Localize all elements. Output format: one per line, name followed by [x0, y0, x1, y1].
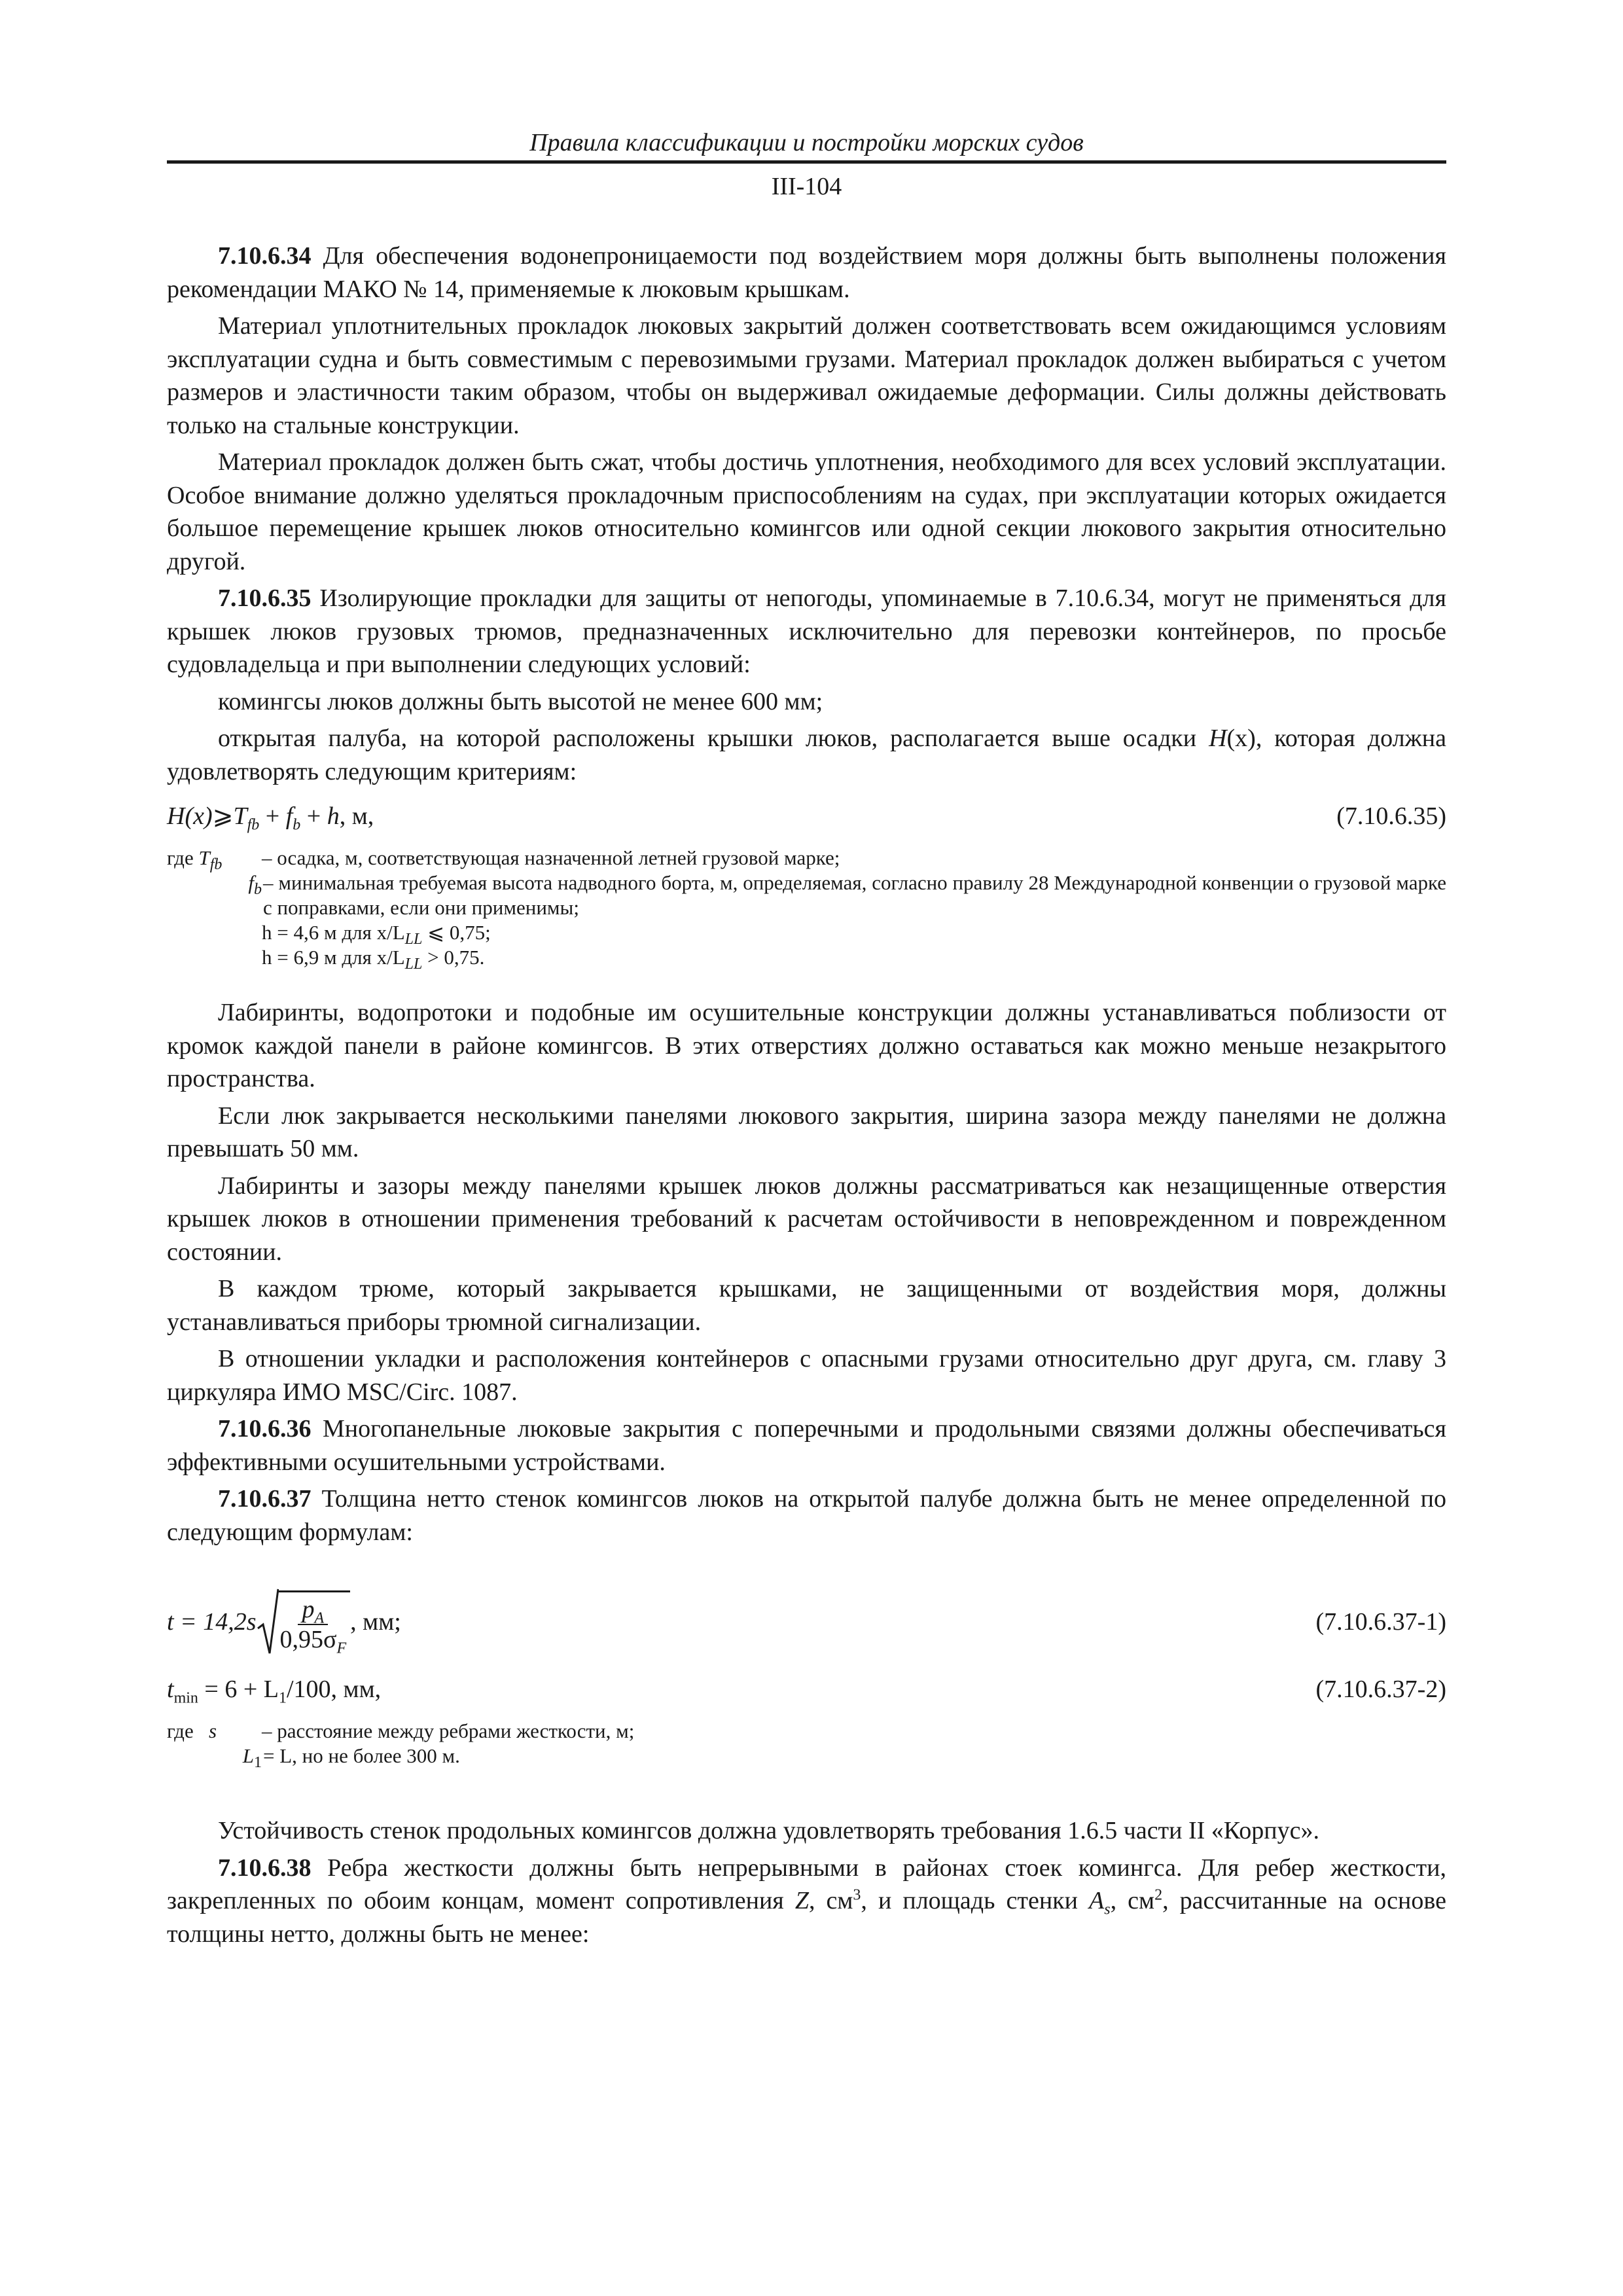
- where-row: [167, 1719, 1446, 1744]
- formula-unit: /100, мм,: [286, 1676, 382, 1703]
- unit-text: , см: [808, 1887, 853, 1914]
- header-rule: [167, 160, 1446, 164]
- paragraph-unprotected-openings: Лабиринты и зазоры между панелями крышек люков должны рассматриваться как незащищенные отверстия крышек люков в отношении применения требований к расчетам остойчивости в неповрежденном и поврежденном состоянии.: [167, 1172, 1446, 1266]
- paragraph-open-deck: [167, 722, 1446, 788]
- formula-7-10-6-37-1: [167, 1588, 1446, 1656]
- var-T: T: [233, 802, 247, 830]
- where-row: [167, 846, 1446, 874]
- paragraph-gap-width: Если люк закрывается несколькими панелями люкового закрытия, ширина зазора между панелями не должна превышать 50 мм.: [167, 1102, 1446, 1162]
- paragraph-text: которая должна удовлетворять следующим критериям:: [167, 725, 1447, 785]
- var-f-sub: b: [254, 881, 262, 899]
- square-root: [257, 1588, 351, 1656]
- unit-power: 3: [853, 1886, 861, 1904]
- formula-body: [167, 800, 374, 833]
- var-A: A: [1089, 1887, 1105, 1914]
- paragraph-text: Изолирующие прокладки для защиты от непогоды, упоминаемые в 7.10.6.34, могут не применяться для крышек люков грузовых трюмов, предназначенных исключительно для перевозки контейнеров, по просьбе судовладельца и при выполнении следующих условий:: [167, 584, 1446, 678]
- paragraph-stability: Устойчивость стенок продольных комингсов должна удовлетворять требования 1.6.5 части II «Корпус».: [218, 1817, 1319, 1844]
- paragraph-text: , рассчитанные на основе толщины нетто, должны быть не менее:: [167, 1887, 1446, 1948]
- var-f-sub: b: [293, 816, 301, 834]
- var-A-sub: s: [1104, 1901, 1111, 1918]
- fraction-denominator: 0,95σ: [279, 1625, 337, 1653]
- fraction: [279, 1595, 347, 1657]
- formula-lhs: H(x): [167, 802, 213, 830]
- formula-unit: , мм;: [350, 1608, 401, 1636]
- where-row: [167, 870, 1446, 920]
- paragraph-coaming-height: комингсы люков должны быть высотой не менее 600 мм;: [218, 687, 823, 715]
- paragraph-7-10-6-35: [167, 582, 1446, 681]
- paragraph-text: открытая палуба, на которой расположены крышки люков, располагается выше осадки: [218, 725, 1209, 752]
- paragraph-7-10-6-36: [167, 1412, 1446, 1479]
- var-Z: Z: [794, 1887, 809, 1914]
- var-t: t: [167, 1676, 174, 1703]
- paragraph-gasket-compression: Материал прокладок должен быть сжат, чтобы достичь уплотнения, необходимого для всех условий эксплуатации. Особое внимание должно уделяться прокладочным приспособлениям на судах, при эксплуатации которых ожидается большое перемещение крышек люков относительно комингсов или одной секции люкового закрытия относительно другой.: [167, 448, 1446, 575]
- var-arg: (x),: [1226, 725, 1262, 752]
- paragraph-text: Многопанельные люковые закрытия с поперечными и продольными связями должны обеспечиваться эффективными осушительными устройствами.: [167, 1415, 1446, 1476]
- var-t-sub: min: [173, 1689, 198, 1707]
- where-block-1: [167, 846, 1446, 973]
- document-page: [167, 128, 1446, 1954]
- formula-number: (7.10.6.35): [1336, 802, 1446, 830]
- formula-body: [167, 1673, 381, 1706]
- paragraph-text: Для обеспечения водонепроницаемости под воздействием моря должны быть выполнены положения рекомендации МАКО № 14, применяемые к люковым крышкам.: [167, 242, 1446, 303]
- plus-sign: +: [259, 802, 286, 830]
- var-T-sub: fb: [247, 816, 260, 834]
- paragraph-labyrinths: Лабиринты, водопротоки и подобные им осушительные конструкции должны устанавливаться поблизости от кромок каждой панели в районе комингсов. В этих отверстиях должно оставаться как можно меньше незакрытого пространства.: [167, 999, 1446, 1092]
- where-text: > 0,75.: [422, 946, 485, 969]
- paragraph-text: , и площадь стенки: [861, 1887, 1090, 1914]
- plus-sign: +: [300, 802, 327, 830]
- formula-rhs: = 6 + L: [198, 1676, 279, 1703]
- where-text: – минимальная требуемая высота надводного борта, м, определяемая, согласно правилу 28 Международной конвенции о грузовой марке с поправками, если они применимы;: [263, 871, 1446, 919]
- var-T: T: [198, 846, 210, 869]
- where-text: h = 6,9 м для x/L: [262, 946, 405, 969]
- where-row: [167, 1744, 1446, 1772]
- var-f: f: [248, 871, 254, 894]
- formula-number: (7.10.6.37-2): [1315, 1676, 1446, 1703]
- section-number: 7.10.6.35: [218, 584, 312, 612]
- radical-sign-icon: [257, 1588, 279, 1656]
- paragraph-text: Ребра жесткости должны быть непрерывными в районах стоек комингса. Для ребер жесткости, закрепленных по обоим концам, момент сопротивления: [167, 1854, 1446, 1914]
- formula-relation: ⩾: [212, 802, 234, 830]
- paragraph-7-10-6-38: [167, 1852, 1446, 1951]
- where-lead: где: [167, 1719, 194, 1742]
- paragraph-7-10-6-37: [167, 1482, 1446, 1549]
- where-text: – осадка, м, соответствующая назначенной летней грузовой марке;: [262, 846, 840, 869]
- var-sigma-sub: F: [336, 1640, 347, 1657]
- where-text: – расстояние между ребрами жесткости, м;: [262, 1719, 635, 1742]
- where-row: [167, 945, 1446, 973]
- var-H: H: [1209, 725, 1227, 752]
- formula-7-10-6-35: [167, 800, 1446, 833]
- var-h: h: [327, 802, 340, 830]
- var-L-sub: 1: [254, 1754, 262, 1772]
- paragraph-7-10-6-34: [167, 240, 1446, 306]
- paragraph-gasket-material: Материал уплотнительных прокладок люковых закрытий должен соответствовать всем ожидающимся условиям эксплуатации судна и быть совместимым с перевозимыми грузами. Материал прокладок должен выбираться с учетом размеров и эластичности таким образом, чтобы он выдерживал ожидаемые деформации. Силы должны действовать только на стальные конструкции.: [167, 312, 1446, 439]
- formula-unit: , м,: [339, 802, 374, 830]
- where-text: h = 4,6 м для x/L: [262, 921, 405, 944]
- var-p: p: [302, 1595, 315, 1623]
- var-p-sub: A: [314, 1609, 325, 1627]
- section-number: 7.10.6.34: [218, 242, 312, 270]
- var-L: L: [242, 1744, 254, 1767]
- formula-number: (7.10.6.37-1): [1315, 1608, 1446, 1636]
- where-lead: где: [167, 846, 194, 869]
- section-number: 7.10.6.36: [218, 1415, 312, 1443]
- where-block-2: [167, 1719, 1446, 1772]
- where-row: [167, 920, 1446, 948]
- formula-7-10-6-37-2: [167, 1673, 1446, 1706]
- var-L-sub: LL: [404, 931, 423, 948]
- unit-text: , см: [1110, 1887, 1155, 1914]
- where-text: ⩽ 0,75;: [422, 921, 491, 944]
- formula-body: [167, 1588, 401, 1656]
- section-number: 7.10.6.37: [218, 1485, 312, 1513]
- var-L-sub: 1: [278, 1689, 287, 1707]
- var-L-sub: LL: [404, 956, 423, 973]
- formula-lhs: t = 14,2s: [167, 1608, 257, 1636]
- running-title: Правила классификации и постройки морских судов: [529, 129, 1084, 156]
- var-s: s: [208, 1719, 217, 1742]
- where-text: = L, но не более 300 м.: [263, 1744, 460, 1767]
- paragraph-dangerous-goods: В отношении укладки и расположения контейнеров с опасными грузами относительно друг друга, см. главу 3 циркуляра ИМО MSC/Circ. 1087.: [167, 1345, 1446, 1406]
- section-number: 7.10.6.38: [218, 1854, 312, 1882]
- unit-power: 2: [1154, 1886, 1163, 1904]
- paragraph-alarm: В каждом трюме, который закрывается крышками, не защищенными от воздействия моря, должны устанавливаться приборы трюмной сигнализации.: [167, 1275, 1446, 1336]
- page-number: III-104: [771, 173, 842, 200]
- paragraph-text: Толщина нетто стенок комингсов люков на открытой палубе должна быть не менее определенной по следующим формулам:: [167, 1485, 1446, 1546]
- var-f: f: [285, 802, 293, 830]
- var-T-sub: fb: [209, 856, 223, 874]
